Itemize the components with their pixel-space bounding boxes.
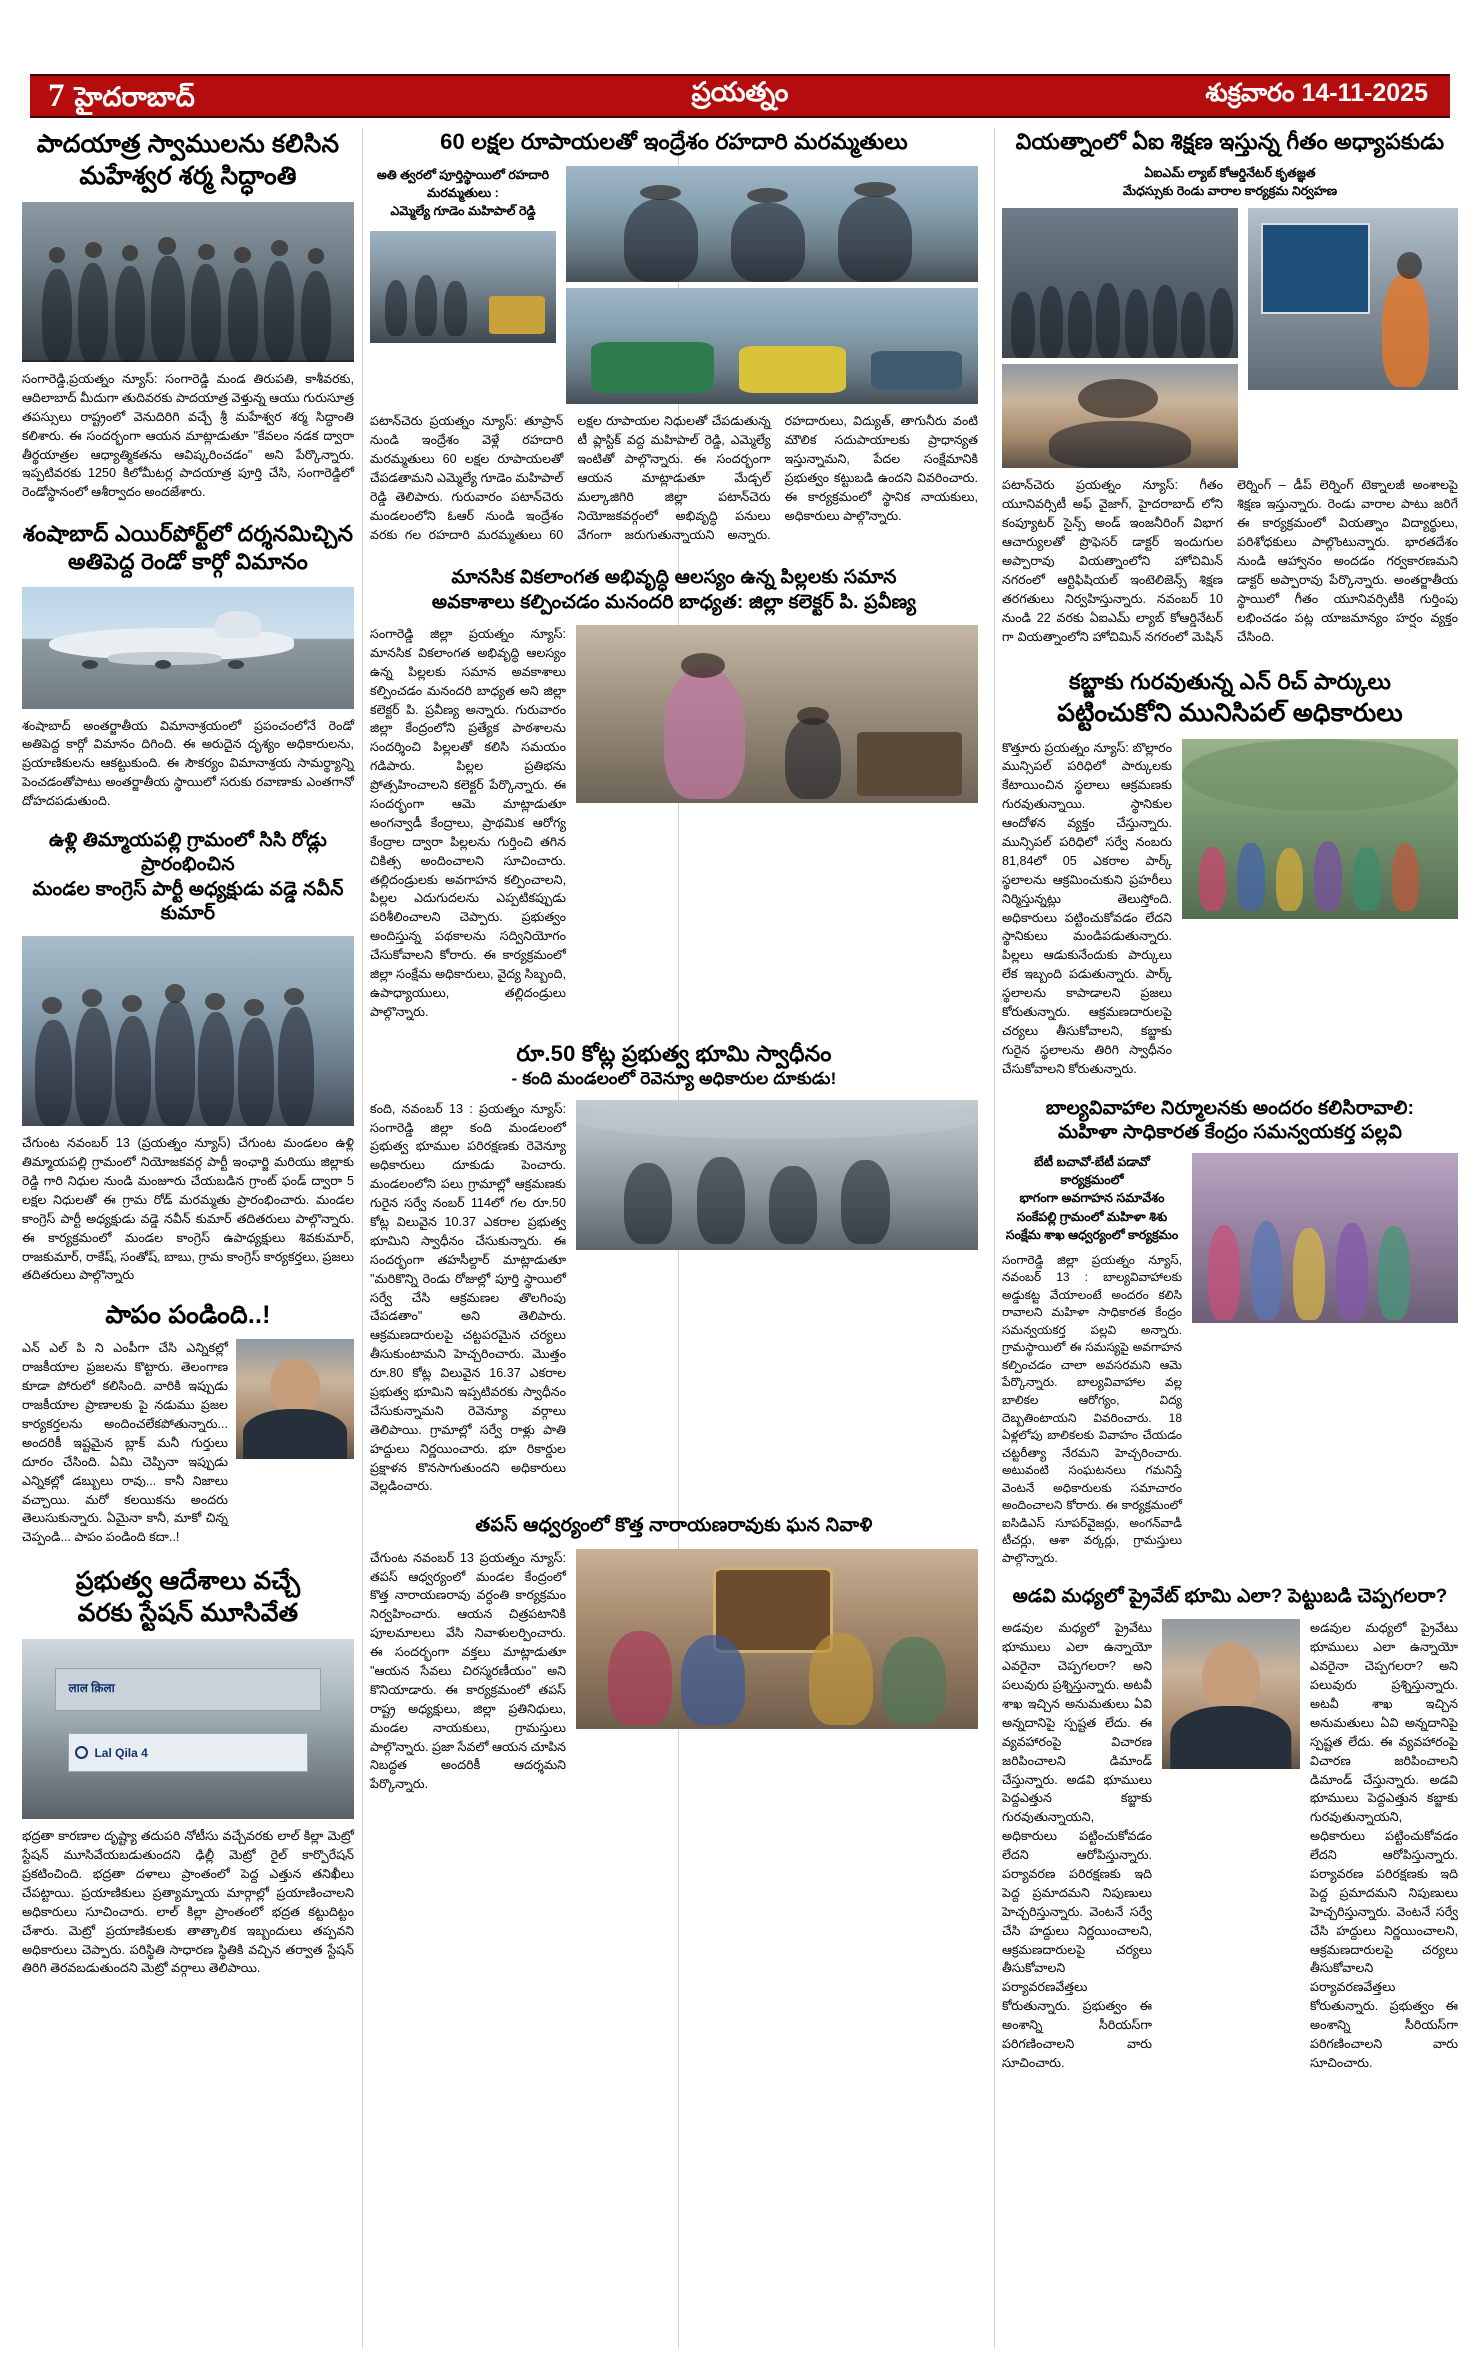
publication-date: శుక్రవారం 14-11-2025 (1205, 78, 1428, 107)
headline: వియత్నాంలో ఏఐ శిక్షణ ఇస్తున్న గీతం అధ్యాపకుడు (1015, 129, 1445, 154)
headline-line-1: పాదయాత్ర స్వాములను కలిసిన (36, 130, 340, 158)
article-photo-school-visit (576, 625, 978, 803)
kicker-line-2: మరమ్మతులు : (427, 186, 499, 201)
article-photo-vehicles (566, 288, 978, 404)
article-photo-training (1248, 208, 1458, 390)
article-road-repair (370, 128, 978, 544)
article-body: చేగుంట నవంబర్ 13 (ప్రయత్నం న్యూస్) చేగుంట మండలం ఉళ్లి తిమ్మాయపల్లి గ్రామంలో నియోజకవర్గ పార్టీ ఇంఛార్జి మరియు జిల్లాకు రెడ్డి గారి నిధుల నుండి మంజూరు చేయబడిన గ్రాంట్ ఫండ్ ద్వారా 5 లక్షల నిధులతో ఈ గ్రామ రోడ్ మరమ్మతు ప్రారంభించారు. మండల కాంగ్రెస్ పార్టీ అధ్యక్షుడు వడ్డె నవీన్ కుమార్ తదితరులు పాల్గొన్నారు. ఈ కార్యక్రమంలో మండల కాంగ్రెస్ ఉపాధ్యక్షులు శివకుమార్, రాజకుమార్, రాకేష్, సంతోష్, బాబు, గ్రామ కాంగ్రెస్ కార్యకర్తలు, ప్రజలు తదితరులు పాల్గొన్నారు (22, 1136, 354, 1283)
headline-line-1: శంషాబాద్ ఎయిర్‌పోర్ట్‌లో దర్శనమిచ్చిన (22, 521, 354, 547)
article-special-school (370, 566, 978, 1021)
headline-line-1: ప్రభుత్వ ఆదేశాలు వచ్చే (75, 1567, 301, 1596)
article-photo-metro-station (22, 1639, 354, 1819)
headline-line-1: మానసిక వికలాంగత అభివృద్ధి ఆలస్యం ఉన్న పిల్లలకు సమాన (451, 567, 897, 589)
article-body: పటాన్‌చెరు ప్రయత్నం న్యూస్: తూప్రాన్ నుండి ఇంద్రేశం వెళ్లే రహదారి మరమ్మతులు 60 లక్షల రూపాయలతో చేపడతామని ఎమ్మెల్యే గూడెం మహిపాల్ రెడ్డి తెలిపారు. గురువారం పటాన్‌చెరు మండలంలోని ఓఆర్ నుండి ఇంద్రేశం వరకు గల రహదారి మరమ్మతులు 60 లక్షల రూపాయల నిధులతో చేపడుతున్న టీ ప్లాస్టిక్ వద్ద మహిపాల్ రెడ్డి, ఎమ్మెల్యే ఇంటితో పాల్గొన్నారు. ఈ సందర్భంగా ఆయన మాట్లాడుతూ మేడ్చల్ మల్కాజిగిరి జిల్లా పటాన్‌చెరు నియోజకవర్గంలో అభివృద్ధి పనులు వేగంగా జరుగుతున్నాయని అన్నారు. రహదారులు, విద్యుత్, తాగునీరు వంటి మౌలిక సదుపాయాలకు ప్రాధాన్యత ఇస్తున్నామని, పేదల సంక్షేమానికి ప్రభుత్వం కట్టుబడి ఉందని వివరించారు. ఈ కార్యక్రమంలో స్థానిక నాయకులు, అధికారులు పాల్గొన్నారు. (370, 414, 978, 542)
metro-sign-hindi: लाल क़िला (68, 1680, 115, 1695)
column-grid (22, 128, 1458, 2348)
article-photo-road-launch (22, 936, 354, 1126)
headline: తపస్ ఆధ్వర్యంలో కొత్త నారాయణరావుకు ఘన నివాళి (475, 1515, 873, 1537)
article-body-right: అడవుల మధ్యలో ప్రైవేటు భూములు ఎలా ఉన్నాయో ఎవరైనా చెప్పగలరా? అని పలువురు ప్రశ్నిస్తున్నారు. అటవీ శాఖ ఇచ్చిన అనుమతులు ఏవి అన్నదానిపై స్పష్టత లేదు. ఈ వ్యవహారంపై విచారణ జరిపించాలని డిమాండ్ చేస్తున్నారు. అడవి భూములు పెద్దఎత్తున కబ్జాకు గురవుతున్నాయని, అధికారులు పట్టించుకోవడం లేదని ఆరోపిస్తున్నారు. పర్యావరణ పరిరక్షణకు ఇది పెద్ద ప్రమాదమని నిపుణులు హెచ్చరిస్తున్నారు. వెంటనే సర్వే చేసి హద్దులు నిర్ణయించాలని, ఆక్రమణదారులపై చర్యలు తీసుకోవాలని పర్యావరణవేత్తలు కోరుతున్నారు. ప్రభుత్వం ఈ అంశాన్ని సీరియస్‌గా పరిగణించాలని వారు సూచించారు. (1310, 1621, 1458, 2070)
headline-line-2: మండల కాంగ్రెస్ పార్టీ అధ్యక్షుడు వడ్డె నవీన్ కుమార్ (32, 878, 344, 924)
kicker-line-2: మేధస్సుకు రెండు వారాల కార్యక్రమ నిర్వహణ (1122, 184, 1338, 199)
article-body: భద్రతా కారణాల దృష్ట్యా తదుపరి నోటీసు వచ్చేవరకు లాల్ కిల్లా మెట్రో స్టేషన్ మూసివేయబడుతుందని ఢిల్లీ మెట్రో రైల్ కార్పొరేషన్ ప్రకటించింది. భద్రతా దళాలు ప్రాంతంలో పెద్ద ఎత్తున తనిఖీలు చేపట్టాయి. ప్రయాణికులు ప్రత్యామ్నాయ మార్గాల్లో ప్రయాణించాలని అధికారులు సూచించారు. లాల్ కిల్లా ప్రాంతంలో భద్రత కట్టుదిట్టం చేశారు. మెట్రో ప్రయాణికులకు తాత్కాలిక ఇబ్బందులు తప్పవని అధికారులు చెప్పారు. పరిస్థితి సాధారణ స్థితికి వచ్చిన తర్వాత స్టేషన్ తిరిగి తెరవబడుతుందని మెట్రో వర్గాలు తెలిపాయి. (22, 1829, 354, 1976)
article-body: చేగుంట నవంబర్ 13 ప్రయత్నం న్యూస్: తపస్ ఆధ్వర్యంలో మండల కేంద్రంలో కొత్త నారాయణరావు వర్ధంతి కార్యక్రమం నిర్వహించారు. ఆయన చిత్రపటానికి పూలమాలలు వేసి నివాళులర్పించారు. ఈ సందర్భంగా వక్తలు మాట్లాడుతూ "ఆయన సేవలు చిరస్మరణీయం" అని కొనియాడారు. ఈ కార్యక్రమంలో తపస్ రాష్ట్ర అధ్యక్షులు, జిల్లా ప్రతినిధులు, మండల నాయకులు, గ్రామస్తులు పాల్గొన్నారు. ప్రజా సేవలో ఆయన చూపిన నిబద్ధత అందరికీ ఆదర్శమని పేర్కొన్నారు. (370, 1550, 566, 1792)
article-photo-aircraft (22, 587, 354, 709)
article-papam-pandindi (22, 1299, 354, 1547)
headline: 60 లక్షల రూపాయలతో ఇంద్రేశం రహదారి మరమ్మతులు (440, 129, 908, 154)
masthead-banner (30, 74, 1450, 118)
kicker-line-3: ఎమ్మెల్యే గూడెం మహిపాల్ రెడ్డి (390, 204, 536, 219)
article-body: ఎన్ ఎల్ పి ని ఎంపీగా చేసి ఎన్నికల్లో రాజకీయాల ప్రజలను కొట్టారు. తెలంగాణ కూడా పోరులో కలిసింది. వారికి ఇప్పుడు రాజకీయాల ప్రాణాలకు పై నడుము ప్రజల కార్యకర్తలను అందించలేకపోతున్నారు... అందరికీ ఇష్టమైన బ్లాక్ మనీ గుర్తులు దూరం చేసింది. ఏమి చెప్పినా ఇప్పుడు ఎన్నికల్లో డబ్బులు రావు... కానీ నిజాలు వచ్చాయి. మరో కలయికను అందరు తెలుసుకున్నారు. ఏమైనా కానీ, మాకో చిన్న చెప్పండి... పాపం పండింది కదా..! (22, 1341, 228, 1545)
column-2 (370, 128, 978, 1794)
headline-line-1: రూ.50 కోట్ల ప్రభుత్వ భూమి స్వాధీనం (516, 1040, 832, 1066)
page-number: 7 (48, 77, 65, 114)
column-divider (362, 128, 363, 2348)
article-vietnam-ai (1002, 128, 1458, 646)
article-body: శంషాబాద్ అంతర్జాతీయ విమానాశ్రయంలో ప్రపంచంలోనే రెండో అతిపెద్ద కార్గో విమానం దిగింది. ఈ అరుదైన దృశ్యం అధికారులను, ప్రయాణికులను ఆకట్టుకుంది. ఈ సౌకర్యం విమానాశ్రయ సామర్థ్యాన్ని పెంచడంతోపాటు అంతర్జాతీయ స్థాయిలో సరుకు రవాణాకు ఎంతగానో దోహదపడుతుంది. (22, 718, 354, 809)
article-padayatra (22, 128, 354, 502)
headline-line-1: బాల్యవివాహాల నిర్మూలనకు అందరం కలిసిరావాలి: (1045, 1097, 1415, 1119)
kicker-line-3: సంకేపల్లి గ్రామంలో మహిళా శిశు సంక్షేమ శాఖ ఆధ్వర్యంలో కార్యక్రమం (1005, 1209, 1179, 1242)
article-photo-portrait (236, 1339, 354, 1459)
headline-line-1: కబ్జాకు గురవుతున్న ఎన్ రిచ్ పార్కులు (1068, 669, 1392, 695)
article-land-seizure (370, 1040, 978, 1497)
article-body: కొత్తూరు ప్రయత్నం న్యూస్: బొల్లారం మున్సిపల్ పరిధిలో పార్కులకు కేటాయించిన స్థలాలు ఆక్రమణకు గురవుతున్నాయి. స్థానికుల ఆందోళన వ్యక్తం చేస్తున్నారు. మున్సిపల్ పరిధిలో సర్వే నంబరు 81,84లో 05 ఎకరాల పార్క్ స్థలాలను ఆక్రమించుకుని ప్రహరీలు నిర్మిస్తున్నట్లు తెలుస్తోంది. అధికారులు పట్టించుకోవడం లేదని స్థానికులు మండిపడుతున్నారు. పిల్లలు ఆడుకునేందుకు పార్కులు లేక ఇబ్బంది పడుతున్నారు. పార్క్ స్థలాలను కాపాడాలని ప్రజలు కోరుతున్నారు. ఆక్రమణదారులపై చర్యలు తీసుకోవాలని, కబ్జాకు గురైన స్థలాలను తిరిగి స్వాధీనం చేసుకోవాలని కోరుతున్నారు. (1002, 740, 1172, 1076)
article-photo-roadwork (370, 231, 556, 343)
article-cc-roads (22, 829, 354, 1285)
article-photo-park (1182, 739, 1458, 919)
article-child-marriage (1002, 1097, 1458, 1568)
kicker-line-1: బేటీ బచావో-బేటీ పడావో కార్యక్రమంలో (1034, 1155, 1150, 1188)
column-3 (1002, 128, 1458, 2073)
kicker-line-1: అతి త్వరలో పూర్తిస్థాయిలో రహదారి (376, 168, 550, 183)
article-photo-audience (1002, 208, 1238, 358)
column-1 (22, 128, 354, 1978)
article-body-left: అడవుల మధ్యలో ప్రైవేటు భూములు ఎలా ఉన్నాయో ఎవరైనా చెప్పగలరా? అని పలువురు ప్రశ్నిస్తున్నారు. అటవీ శాఖ ఇచ్చిన అనుమతులు ఏవి అన్నదానిపై స్పష్టత లేదు. ఈ వ్యవహారంపై విచారణ జరిపించాలని డిమాండ్ చేస్తున్నారు. అడవి భూములు పెద్దఎత్తున కబ్జాకు గురవుతున్నాయని, అధికారులు పట్టించుకోవడం లేదని ఆరోపిస్తున్నారు. పర్యావరణ పరిరక్షణకు ఇది పెద్ద ప్రమాదమని నిపుణులు హెచ్చరిస్తున్నారు. వెంటనే సర్వే చేసి హద్దులు నిర్ణయించాలని, ఆక్రమణదారులపై చర్యలు తీసుకోవాలని పర్యావరణవేత్తలు కోరుతున్నారు. ప్రభుత్వం ఈ అంశాన్ని సీరియస్‌గా పరిగణించాలని వారు సూచించారు. (1002, 1621, 1152, 2070)
article-park-encroachment (1002, 668, 1458, 1078)
masthead-left (30, 77, 499, 114)
kicker-line-2: భాగంగా అవగాహన సమావేశం (1019, 1191, 1165, 1206)
headline-line-2: పట్టించుకోని మునిసిపల్ అధికారులు (1057, 698, 1403, 727)
article-photo-tribute (576, 1549, 978, 1729)
headline-line-2: - కంది మండలంలో రెవెన్యూ అధికారుల దూకుడు! (511, 1068, 837, 1088)
headline-line-1: ఉళ్లి తిమ్మాయపల్లి గ్రామంలో సిసి రోడ్లు ప్రారంభించిన (49, 830, 327, 876)
article-forest-land (1002, 1585, 1458, 2073)
article-body-part-1: సంగారెడ్డి జిల్లా ప్రయత్నం న్యూస్: మానసిక వికలాంగత అభివృద్ధి ఆలస్యం ఉన్న పిల్లలకు సమాన అవకాశాలు కల్పించడం మనందరి బాధ్యత అని జిల్లా కలెక్టర్ పి. ప్రవీణ్య అన్నారు. గురువారం జిల్లా కేంద్రంలోని ప్రత్యేక పాఠశాలను సందర్శించి పిల్లలతో కలిసి సమయం గడిపారు. పిల్లల ప్రతిభను ప్రోత్సహించాలని కలెక్టర్ పేర్కొన్నారు. ఈ సందర్భంగా ఆమె మాట్లాడుతూ అంగన్వాడీ కేంద్రాలు, ప్రాథమిక ఆరోగ్య కేంద్రాల ద్వారా పిల్లలను గుర్తించి తగిన చికిత్స అందించాలని సూచించారు. తల్లిదండ్రులకు అవగాహన కల్పించాలని, పిల్లల ఎదుగుదలను ఎప్పటికప్పుడు పరిశీలించాలని చెప్పారు. ప్రభుత్వం అందిస్తున్న పథకాలను సద్వినియోగం చేసుకోవాలని కోరారు. ఈ కార్యక్రమంలో జిల్లా సంక్షేమ అధికారులు, వైద్య సిబ్బంది, ఉపాధ్యాయులు, తల్లిదండ్రులు పాల్గొన్నారు. (370, 627, 566, 1019)
metro-station-name: Lal Qila 4 (94, 1745, 148, 1760)
article-body: పటాన్‌చెరు ప్రయత్నం న్యూస్: గీతం యూనివర్సిటీ అఫ్ వైజాగ్, హైదరాబాద్ లోని కంప్యూటర్ సైన్స్ అండ్ ఇంజనీరింగ్ విభాగ ఆచార్యులతో ప్రొఫెసర్ డాక్టర్ ఇందుగుల అప్పారావు వియత్నాంలోని హోచిమిన్ నగరంలో ఆర్టిఫిషియల్ ఇంటెలిజెన్స్ శిక్షణ తరగతులు నిర్వహిస్తున్నారు. నవంబర్ 10 నుండి 22 వరకు ఏఐఎమ్ ల్యాబ్ కోఆర్డినేటర్ గా వియత్నాంలోని హోచిమిన్ నగరంలో మెషిన్ లెర్నింగ్ – డీప్ లెర్నింగ్ టెక్నాలజీ అంశాలపై శిక్షణ ఇస్తున్నారు. రెండు వారాల పాటు జరిగే ఈ కార్యక్రమంలో వియత్నాం విద్యార్థులు, పరిశోధకులు పాల్గొంటున్నారు. భారతదేశం నుండి ఆహ్వానం అందడం గర్వకారణమని డాక్టర్ అప్పారావు పేర్కొన్నారు. అంతర్జాతీయ స్థాయిలో గీతం యూనివర్సిటీకి గుర్తింపు లభించడం పట్ల యాజమాన్యం హర్షం వ్యక్తం చేసింది. (1002, 478, 1458, 644)
article-photo-ceremony (566, 166, 978, 282)
article-photo-land-survey (576, 1100, 978, 1250)
headline: అడవి మధ్యలో ప్రైవేట్ భూమి ఎలా? పెట్టుబడి చెప్పగలరా? (1012, 1586, 1448, 1608)
headline-line-2: అవకాశాలు కల్పించడం మనందరి బాధ్యత: జిల్లా కలెక్టర్ పి. ప్రవీణ్య (431, 591, 917, 613)
headline-line-2: అతిపెద్ద రెండో కార్గో విమానం (67, 549, 309, 575)
article-body: సంగారెడ్డి జిల్లా ప్రయత్నం న్యూస్, నవంబర్ 13 : బాల్యవివాహాలకు అడ్డుకట్ట వేయాలంటే అందరం కలిసి రావాలని మహిళా సాధికారత కేంద్రం సమన్వయకర్త పల్లవి అన్నారు. గ్రామస్థాయిలో ఈ సమస్యపై అవగాహన కల్పించడం చాలా అవసరమని ఆమె పేర్కొన్నారు. బాల్యవివాహాల వల్ల బాలికల ఆరోగ్యం, విద్య దెబ్బతింటాయని వివరించారు. 18 ఏళ్లలోపు బాలికలకు వివాహం చేయడం చట్టరీత్యా నేరమని హెచ్చరించారు. అటువంటి సంఘటనలు గమనిస్తే వెంటనే అధికారులకు సమాచారం అందించాలని కోరారు. ఈ కార్యక్రమంలో ఐసిడిఎస్ సూపర్‌వైజర్లు, అంగన్‌వాడీ టీచర్లు, ఆశా వర్కర్లు, గ్రామస్తులు పాల్గొన్నారు. (1002, 1252, 1182, 1565)
article-cargo-plane (22, 520, 354, 811)
metro-logo-icon (75, 1746, 88, 1759)
article-body: సంగారెడ్డి,ప్రయత్నం న్యూస్: సంగారెడ్డి మండ తిరుపతి, కాశీవరకు, ఆదిలాబాద్ మీదుగా తుదివరకు పాదయాత్ర వెళ్తున్న ఆయు గురుసూత్ర తపస్సులు రాష్ట్రంలో వెనుదిరిగి వచ్చే శ్రీ మహేశ్వర శర్మ సిద్ధాంతి కలిశారు. ఈ సందర్భంగా ఆయన మాట్లాడుతూ "కేవలం నడక ద్వారా తీర్థయాత్రల ఆధ్యాత్మికతను ఆవిష్కరించడం" అని పేర్కొన్నారు. ఇప్పటివరకు 1250 కిలోమీటర్ల పాదయాత్ర పూర్తి చేసి, సంగారెడ్డిలో రెండోస్థానంలో ఆశీర్వాదం అందజేశారు. (22, 372, 354, 500)
article-photo-group (22, 202, 354, 362)
kicker-line-1: ఏఐఎమ్ ల్యాబ్ కోఆర్డినేటర్ కృతజ్ఞత (1144, 166, 1316, 181)
edition-city: హైదరాబాద్ (74, 81, 195, 112)
article-photo-awareness-meeting (1192, 1153, 1458, 1323)
article-body: కంది, నవంబర్ 13 : ప్రయత్నం న్యూస్: సంగారెడ్డి జిల్లా కంది మండలంలో ప్రభుత్వ భూముల పరిరక్షణకు రెవెన్యూ అధికారులు దూకుడు పెంచారు. మండలంలోని పలు గ్రామాల్లో ఆక్రమణకు గురైన సర్వే నంబర్ 114లో గల రూ.50 కోట్ల విలువైన 10.37 ఎకరాల ప్రభుత్వ భూమిని స్వాధీనం చేసుకున్నారు. ఈ సందర్భంగా తహసీల్దార్ మాట్లాడుతూ "మరికొన్ని రెండు రోజుల్లో పూర్తి స్థాయిలో సర్వే చేసి ఆక్రమణల తొలగింపు చేపడతాం" అని తెలిపారు. ఆక్రమణదారులపై చట్టపరమైన చర్యలు తీసుకుంటామని హెచ్చరించారు. మొత్తం రూ.80 కోట్ల విలువైన 16.37 ఎకరాల ప్రభుత్వ భూమిని ఇప్పటివరకు స్వాధీనం చేసుకున్నామని రెవెన్యూ వర్గాలు తెలిపాయి. గ్రామాల్లో సర్వే రాళ్లు పాతి హద్దులు నిర్ణయించారు. భూ రికార్డుల ప్రక్షాళన కొనసాగుతుందని అధికారులు వెల్లడించారు. (370, 1101, 566, 1494)
article-tapas-tribute (370, 1514, 978, 1794)
photo-caption (22, 360, 354, 362)
article-metro-station-closed (22, 1565, 354, 1978)
headline-line-2: వరకు స్టేషన్ మూసివేత (77, 1599, 299, 1628)
paper-title: ప్రయత్నం (691, 77, 789, 107)
article-photo-speaker (1002, 364, 1238, 468)
column-divider (994, 128, 995, 2348)
headline: పాపం పండింది..! (105, 1301, 271, 1330)
headline-line-2: మహేశ్వర శర్మ సిద్ధాంతి (79, 162, 297, 190)
headline-line-2: మహిళా సాధికారత కేంద్రం సమన్వయకర్త పల్లవి (1057, 1121, 1403, 1143)
article-photo-portrait-leader (1162, 1619, 1300, 1769)
